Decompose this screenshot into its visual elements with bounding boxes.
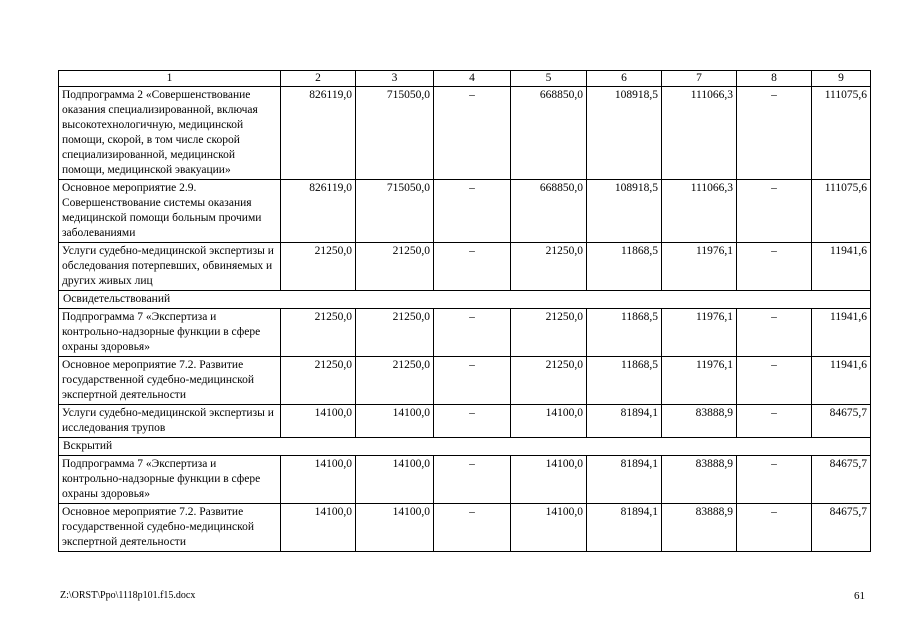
- cell-5: 21250,0: [511, 309, 587, 357]
- cell-8: –: [737, 405, 812, 438]
- file-path: Z:\ORST\Ppo\1118p101.f15.docx: [60, 590, 196, 601]
- cell-9: 11941,6: [812, 243, 871, 291]
- page-number: 61: [854, 590, 865, 602]
- cell-7: 83888,9: [662, 504, 737, 552]
- header-cell: 1: [59, 71, 281, 87]
- cell-8: –: [737, 456, 812, 504]
- table-row: [59, 309, 871, 357]
- cell-6: 81894,1: [587, 504, 662, 552]
- cell-6: 81894,1: [587, 456, 662, 504]
- cell-6: 81894,1: [587, 405, 662, 438]
- cell-2: 826119,0: [281, 87, 356, 180]
- cell-3: 14100,0: [356, 504, 434, 552]
- section-label: Вскрытий: [59, 438, 871, 456]
- row-name: Подпрограмма 2 «Совершенствование оказания специализированной, включая высокотехнологичную, медицинской помощи, скорой, в том числе скорой специализированной, медицинской помощи, медицинской эвакуации»: [59, 87, 281, 180]
- cell-2: 14100,0: [281, 504, 356, 552]
- cell-8: –: [737, 504, 812, 552]
- cell-3: 715050,0: [356, 87, 434, 180]
- header-cell: 9: [812, 71, 871, 87]
- cell-3: 21250,0: [356, 243, 434, 291]
- cell-7: 111066,3: [662, 87, 737, 180]
- row-name: Подпрограмма 7 «Экспертиза и контрольно-надзорные функции в сфере охраны здоровья»: [59, 309, 281, 357]
- header-cell: 7: [662, 71, 737, 87]
- header-cell: 6: [587, 71, 662, 87]
- section-row: [59, 438, 871, 456]
- cell-4: –: [434, 456, 511, 504]
- cell-6: 11868,5: [587, 357, 662, 405]
- cell-2: 826119,0: [281, 180, 356, 243]
- budget-table: [58, 70, 871, 552]
- cell-5: 14100,0: [511, 405, 587, 438]
- row-name: Основное мероприятие 7.2. Развитие государственной судебно-медицинской экспертной деятельности: [59, 357, 281, 405]
- cell-9: 84675,7: [812, 456, 871, 504]
- cell-6: 108918,5: [587, 180, 662, 243]
- cell-5: 14100,0: [511, 456, 587, 504]
- cell-2: 14100,0: [281, 456, 356, 504]
- cell-9: 84675,7: [812, 405, 871, 438]
- cell-9: 11941,6: [812, 357, 871, 405]
- cell-5: 14100,0: [511, 504, 587, 552]
- row-name: Услуги судебно-медицинской экспертизы и исследования трупов: [59, 405, 281, 438]
- cell-2: 21250,0: [281, 309, 356, 357]
- header-cell: 3: [356, 71, 434, 87]
- cell-4: –: [434, 309, 511, 357]
- cell-3: 14100,0: [356, 405, 434, 438]
- cell-4: –: [434, 87, 511, 180]
- table-row: [59, 504, 871, 552]
- section-row: [59, 291, 871, 309]
- cell-5: 668850,0: [511, 87, 587, 180]
- cell-2: 21250,0: [281, 357, 356, 405]
- cell-9: 111075,6: [812, 87, 871, 180]
- header-cell: 8: [737, 71, 812, 87]
- cell-9: 111075,6: [812, 180, 871, 243]
- cell-6: 108918,5: [587, 87, 662, 180]
- cell-4: –: [434, 405, 511, 438]
- header-cell: 4: [434, 71, 511, 87]
- cell-3: 14100,0: [356, 456, 434, 504]
- cell-8: –: [737, 180, 812, 243]
- table-row: [59, 243, 871, 291]
- row-name: Подпрограмма 7 «Экспертиза и контрольно-надзорные функции в сфере охраны здоровья»: [59, 456, 281, 504]
- table-row: [59, 180, 871, 243]
- header-cell: 5: [511, 71, 587, 87]
- row-name: Основное мероприятие 2.9. Совершенствование системы оказания медицинской помощи больным прочими заболеваниями: [59, 180, 281, 243]
- cell-9: 84675,7: [812, 504, 871, 552]
- cell-7: 11976,1: [662, 357, 737, 405]
- cell-5: 21250,0: [511, 357, 587, 405]
- table-row: [59, 405, 871, 438]
- cell-5: 668850,0: [511, 180, 587, 243]
- cell-7: 83888,9: [662, 456, 737, 504]
- section-label: Освидетельствований: [59, 291, 871, 309]
- cell-3: 21250,0: [356, 357, 434, 405]
- cell-4: –: [434, 243, 511, 291]
- cell-4: –: [434, 180, 511, 243]
- cell-6: 11868,5: [587, 309, 662, 357]
- cell-7: 111066,3: [662, 180, 737, 243]
- row-name: Услуги судебно-медицинской экспертизы и обследования потерпевших, обвиняемых и других живых лиц: [59, 243, 281, 291]
- cell-7: 83888,9: [662, 405, 737, 438]
- cell-8: –: [737, 243, 812, 291]
- table-row: [59, 456, 871, 504]
- table-row: [59, 87, 871, 180]
- cell-4: –: [434, 504, 511, 552]
- cell-3: 21250,0: [356, 309, 434, 357]
- header-row: [59, 71, 871, 87]
- cell-8: –: [737, 87, 812, 180]
- header-cell: 2: [281, 71, 356, 87]
- cell-9: 11941,6: [812, 309, 871, 357]
- cell-7: 11976,1: [662, 309, 737, 357]
- cell-6: 11868,5: [587, 243, 662, 291]
- table-row: [59, 357, 871, 405]
- cell-8: –: [737, 309, 812, 357]
- cell-7: 11976,1: [662, 243, 737, 291]
- cell-3: 715050,0: [356, 180, 434, 243]
- cell-5: 21250,0: [511, 243, 587, 291]
- cell-2: 21250,0: [281, 243, 356, 291]
- cell-2: 14100,0: [281, 405, 356, 438]
- cell-4: –: [434, 357, 511, 405]
- row-name: Основное мероприятие 7.2. Развитие государственной судебно-медицинской экспертной деятельности: [59, 504, 281, 552]
- cell-8: –: [737, 357, 812, 405]
